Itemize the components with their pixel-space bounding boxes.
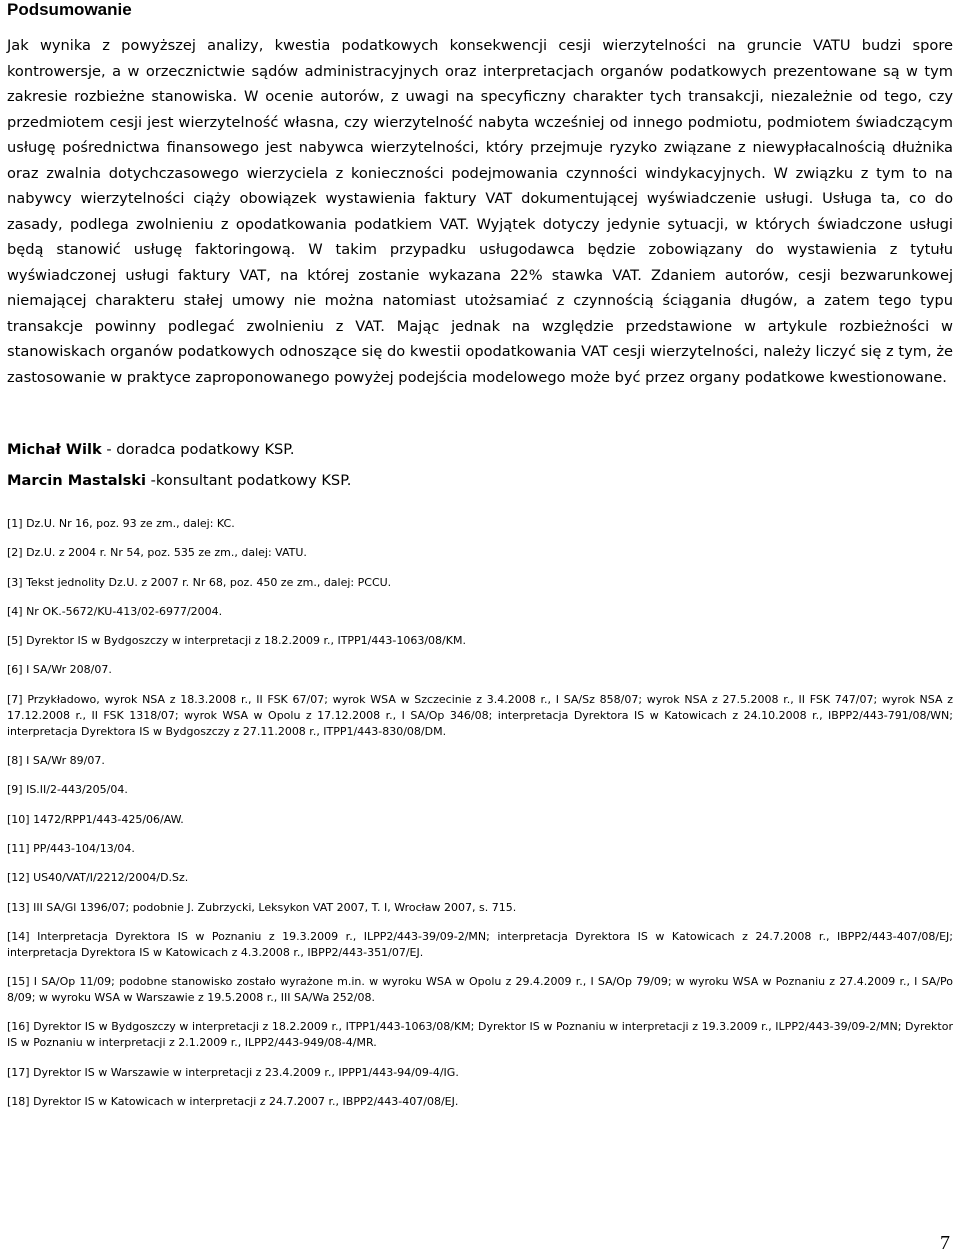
footnote: [10] 1472/RPP1/443-425/06/AW. [7,812,184,826]
author-role: -konsultant podatkowy KSP. [145,472,352,489]
author-name: Marcin Mastalski [7,472,146,489]
footnote: [6] I SA/Wr 208/07. [7,663,112,677]
footnote: [7] Przykładowo, wyrok NSA z 18.3.2008 r., II FSK 67/07; wyrok WSA w Szczecinie z 3.4.2008 r., I SA/Sz 858/07; wyrok NSA z 27.5.2008 r., II FSK 747/07; wyrok NSA z 17.12.2008 r., II FSK 1318/07; wyrok WSA w Opolu z 17.12.2008 r., I SA/Op 346/08; interpretacja Dyrektora IS w Katowicach z 24.10.2008 r., IBPP2/443-791/08/WN; interpretacja Dyrektora IS w Bydgoszczy z 27.11.2008 r., ITPP1/443-830/08/DM. [7,692,953,738]
page-number: 7 [940,1232,950,1254]
footnote: [5] Dyrektor IS w Bydgoszczy w interpretacji z 18.2.2009 r., ITPP1/443-1063/08/KM. [7,634,466,648]
authors-block [7,434,953,496]
footnote: [12] US40/VAT/I/2212/2004/D.Sz. [7,871,189,885]
footnote: [17] Dyrektor IS w Warszawie w interpretacji z 23.4.2009 r., IPPP1/443-94/09-4/IG. [7,1065,459,1079]
summary-paragraph: Jak wynika z powyższej analizy, kwestia podatkowych konsekwencji cesji wierzytelności na gruncie VATU budzi spore kontrowersje, a w orzecznictwie sądów administracyjnych oraz interpretacjach organów podatkowych prezentowane są w tym zakresie rozbieżne stanowiska. W ocenie autorów, z uwagi na specyficzny charakter tych transakcji, niezależnie od tego, czy przedmiotem cesji jest wierzytelność własna, czy wierzytelność nabyta wcześniej od innego podmiotu, podmiotem świadczącym usługę pośrednictwa finansowego jest nabywca wierzytelności, który przejmuje ryzyko związane z niewypłacalnością dłużnika oraz zwalnia dotychczasowego wierzyciela z konieczności podejmowania czynności windykacyjnych. W związku z tym to na nabywcy wierzytelności ciąży obowiązek wystawienia faktury VAT dokumentującej wyświadczenie usługi. Usługa ta, co do zasady, podlega zwolnieniu z opodatkowania podatkiem VAT. Wyjątek dotyczy jedynie sytuacji, w których świadczone usługi będą stanowić usługę faktoringową. W takim przypadku usługodawca będzie zobowiązany do wystawienia z tytułu wyświadczonej usługi faktury VAT, na której zostanie wykazana 22% stawka VAT. Zdaniem autorów, cesji bezwarunkowej niemającej charakteru stałej umowy nie można natomiast utożsamiać z czynnością ściągania długów, a zatem tego typu transakcje powinny podlegać zwolnieniu z VAT. Mając jednak na względzie przedstawione w artykule rozbieżności w stanowiskach organów podatkowych odnoszące się do kwestii opodatkowania VAT cesji wierzytelności, należy liczyć się z tym, że zastosowanie w praktyce zaproponowanego powyżej podejścia modelowego może być przez organy podatkowe kwestionowane. [7,37,953,386]
footnote: [2] Dz.U. z 2004 r. Nr 54, poz. 535 ze zm., dalej: VATU. [7,546,307,560]
author-line [7,434,953,465]
author-role: - doradca podatkowy KSP. [101,441,295,458]
author-line [7,465,953,496]
footnotes-list [7,516,953,1110]
footnote: [11] PP/443-104/13/04. [7,841,135,855]
footnote: [4] Nr OK.-5672/KU-413/02-6977/2004. [7,604,223,618]
footnote: [9] IS.II/2-443/205/04. [7,783,128,797]
footnote: [13] III SA/Gl 1396/07; podobnie J. Zubrzycki, Leksykon VAT 2007, T. I, Wrocław 2007, s. 715. [7,900,517,914]
footnote: [1] Dz.U. Nr 16, poz. 93 ze zm., dalej: KC. [7,517,235,530]
footnote: [3] Tekst jednolity Dz.U. z 2007 r. Nr 68, poz. 450 ze zm., dalej: PCCU. [7,575,392,589]
author-name: Michał Wilk [7,441,102,458]
footnote: [15] I SA/Op 11/09; podobne stanowisko zostało wyrażone m.in. w wyroku WSA w Opolu z 29.4.2009 r., I SA/Op 79/09; w wyroku WSA w Poznaniu z 27.4.2009 r., I SA/Po 8/09; w wyroku WSA w Warszawie z 19.5.2008 r., III SA/Wa 252/08. [7,975,953,1005]
document-page [7,0,953,1123]
section-heading: Podsumowanie [7,0,132,19]
footnote: [8] I SA/Wr 89/07. [7,754,105,768]
footnote: [14] Interpretacja Dyrektora IS w Poznaniu z 19.3.2009 r., ILPP2/443-39/09-2/MN; interpretacja Dyrektora IS w Katowicach z 24.7.2008 r., IBPP2/443-407/08/EJ; interpretacja Dyrektora IS w Katowicach z 4.3.2008 r., IBPP2/443-351/07/EJ. [7,929,953,959]
footnote: [16] Dyrektor IS w Bydgoszczy w interpretacji z 18.2.2009 r., ITPP1/443-1063/08/KM; Dyrektor IS w Poznaniu w interpretacji z 19.3.2009 r., ILPP2/443-39/09-2/MN; Dyrektor IS w Poznaniu w interpretacji z 2.1.2009 r., ILPP2/443-949/08-4/MR. [7,1020,953,1050]
footnote: [18] Dyrektor IS w Katowicach w interpretacji z 24.7.2007 r., IBPP2/443-407/08/EJ. [7,1095,459,1109]
